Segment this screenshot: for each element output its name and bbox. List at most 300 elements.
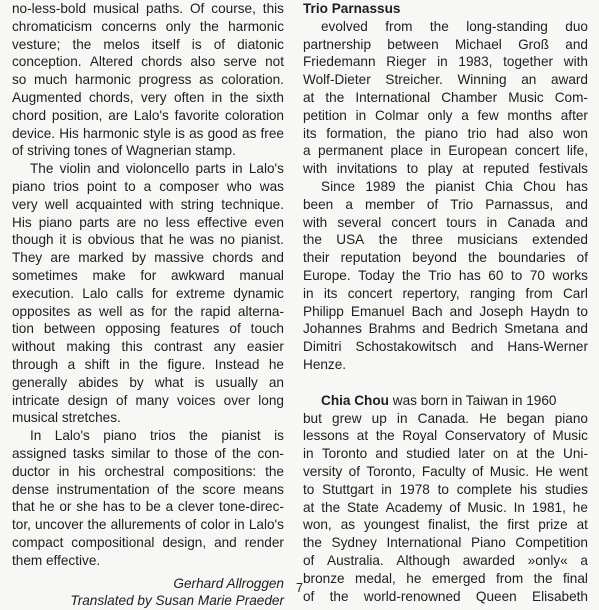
word: in: [232, 161, 243, 177]
word: of: [303, 552, 315, 568]
word: the: [303, 535, 322, 551]
word: Faculty: [421, 463, 466, 479]
word: paths.: [146, 1, 184, 16]
word: alterna-: [237, 303, 284, 319]
word: color: [200, 517, 230, 533]
word: Elisabeth: [532, 588, 588, 604]
word: his: [519, 481, 538, 497]
word: festivals: [538, 161, 588, 177]
word: he: [39, 499, 55, 515]
word: in: [211, 89, 223, 105]
word: but: [303, 410, 322, 426]
word: features: [170, 321, 220, 337]
word: for: [151, 303, 168, 319]
word: International: [355, 89, 431, 105]
word: its: [323, 285, 338, 301]
word: chords,: [88, 89, 134, 105]
word: allurements: [110, 517, 181, 533]
word: the: [378, 232, 398, 248]
word: Lalo's: [54, 428, 90, 444]
word: Carl: [562, 285, 588, 301]
word: Dimitri: [303, 339, 342, 355]
word: sometimes: [12, 267, 78, 283]
word: tasks: [72, 445, 105, 461]
word: Lalo's: [133, 107, 169, 123]
word: and: [565, 36, 588, 52]
word: of: [157, 481, 169, 497]
word: to: [129, 499, 141, 515]
word: between: [387, 36, 439, 52]
word: 70: [529, 267, 545, 283]
word: Music.: [489, 463, 530, 479]
word: are: [108, 107, 128, 123]
word: those: [174, 445, 208, 461]
word: Winning: [457, 72, 507, 88]
word: also: [528, 125, 554, 141]
word: so: [12, 72, 27, 88]
word: trio: [467, 125, 487, 141]
word: The: [30, 161, 54, 177]
word: of: [576, 250, 588, 266]
word: the: [87, 517, 107, 533]
word: Haydn: [530, 303, 570, 319]
word: harmonic: [74, 72, 131, 88]
word: that: [140, 232, 164, 248]
word: piano: [554, 410, 588, 426]
word: Augmented: [12, 89, 82, 105]
text-line: [303, 445, 588, 463]
word: good: [207, 125, 238, 141]
word: has: [458, 267, 481, 283]
word: as: [129, 303, 144, 319]
word: tone-direc-: [218, 499, 284, 515]
word: the: [329, 588, 349, 604]
word: the: [535, 446, 555, 462]
word: the: [139, 356, 159, 372]
word: only: [427, 107, 453, 123]
word: parts: [195, 161, 226, 177]
word: play: [427, 161, 453, 177]
text-line: [303, 534, 588, 552]
text-line: of striving tones of Wagnerian stamp.: [12, 143, 236, 159]
word: a: [303, 143, 311, 159]
word: tor,: [12, 517, 31, 533]
word: many: [135, 392, 169, 408]
word: instrumentation: [56, 481, 150, 497]
word: as: [340, 517, 356, 533]
word: awkward: [171, 267, 225, 283]
word: assigned: [12, 445, 67, 461]
word: are: [50, 250, 71, 266]
word: are: [116, 214, 137, 230]
word: concert: [347, 285, 393, 301]
word: what: [154, 374, 184, 390]
word: emerged: [431, 570, 486, 586]
text-line: [12, 89, 284, 107]
word: and: [214, 534, 237, 550]
word: piano: [12, 178, 46, 194]
text-line: [303, 303, 588, 321]
word: of: [214, 445, 226, 461]
text-line: [12, 178, 284, 196]
word: in: [430, 143, 441, 159]
word: obvious: [87, 232, 135, 248]
word: Europe.: [303, 267, 351, 283]
word: Instead: [214, 356, 260, 372]
word: the: [468, 250, 487, 266]
word: the: [479, 517, 499, 533]
word: Wolf-Dieter: [303, 72, 371, 88]
word: abides: [78, 374, 119, 390]
word: it: [59, 232, 67, 248]
word: won,: [303, 517, 332, 533]
text-line: [12, 516, 284, 534]
word: often: [174, 89, 205, 105]
word: awarded: [462, 552, 515, 568]
word: style: [143, 125, 172, 141]
word: Royal: [402, 428, 438, 444]
word: Queen: [475, 588, 517, 604]
word: His: [59, 125, 79, 141]
text-line: [12, 53, 284, 71]
word: who: [226, 178, 252, 194]
word: was: [189, 232, 215, 248]
word: few: [477, 107, 499, 123]
word: Michael: [454, 36, 502, 52]
word: sixth: [255, 89, 284, 105]
word: easier: [246, 339, 284, 355]
word: Johannes: [303, 321, 362, 337]
word: even: [254, 214, 284, 230]
text-line: them effective.: [12, 552, 101, 568]
word: piano: [424, 125, 459, 141]
word: formation,: [326, 125, 387, 141]
word: through: [12, 356, 59, 372]
text-line: [303, 89, 588, 107]
word: effective: [196, 214, 248, 230]
word: calls: [116, 285, 144, 301]
word: a: [67, 356, 76, 372]
word: at: [576, 517, 588, 533]
word: Canada: [507, 214, 556, 230]
word: violoncello: [125, 161, 190, 177]
word: compositions:: [173, 463, 257, 479]
word: the: [396, 125, 416, 141]
text-line: [12, 356, 284, 374]
paragraph-chia-chou: [303, 392, 588, 606]
word: studies: [544, 481, 588, 497]
word: their: [303, 250, 330, 266]
text-fragment: was born in Taiwan in 1960: [388, 392, 557, 408]
text-line: [12, 481, 284, 499]
word: Music.: [467, 499, 507, 515]
word: at: [303, 499, 315, 515]
word: much: [34, 72, 68, 88]
word: »only«: [527, 552, 568, 568]
word: device.: [12, 125, 56, 141]
word: had: [496, 125, 519, 141]
word: State: [347, 499, 379, 515]
word: or: [59, 499, 72, 515]
word: rapid: [200, 303, 231, 319]
word: Bach: [411, 303, 443, 319]
word: long-standing: [466, 18, 548, 34]
text-line: [303, 107, 588, 125]
text-line: [303, 196, 588, 214]
word: acquainted: [75, 196, 143, 212]
word: well: [44, 196, 69, 212]
text-line: [303, 36, 588, 54]
word: marked: [78, 250, 124, 266]
word: concert: [514, 143, 560, 159]
paragraph-pianist: [12, 427, 284, 569]
word: extreme: [175, 285, 226, 301]
word: diatonic: [237, 36, 284, 52]
word: well: [99, 303, 123, 319]
word: Competition: [515, 535, 588, 551]
word: the: [199, 18, 219, 34]
word: in: [396, 410, 408, 426]
word: USA: [336, 232, 365, 248]
word: progress: [138, 72, 192, 88]
word: for: [140, 267, 157, 283]
word: to: [406, 161, 419, 177]
word: of: [426, 196, 439, 212]
word: first: [507, 517, 530, 533]
word: free: [260, 125, 284, 141]
word: composer: [159, 178, 219, 194]
word: later: [458, 446, 485, 462]
word: extended: [532, 232, 588, 248]
word: ductor: [12, 463, 50, 479]
word: works: [552, 267, 588, 283]
text-line: [12, 374, 284, 392]
word: final: [562, 570, 588, 586]
word: no-less-bold: [12, 1, 87, 16]
word: no: [219, 232, 235, 248]
word: world-renowned: [363, 588, 461, 604]
word: compact: [12, 534, 64, 550]
word: generally: [12, 374, 68, 390]
word: and: [565, 214, 588, 230]
word: to: [576, 303, 588, 319]
text-line: [12, 36, 284, 54]
word: conception.: [12, 54, 82, 70]
text-line: [12, 463, 284, 481]
text-line: [303, 320, 588, 338]
text-line: [303, 516, 588, 534]
word: the: [375, 428, 395, 444]
word: Conservatory: [444, 428, 526, 444]
word: Lalo's: [248, 517, 284, 533]
word: duo: [565, 18, 588, 34]
text-line: [12, 534, 284, 552]
left-column: [12, 0, 284, 610]
word: of: [185, 517, 197, 533]
word: Chia: [484, 178, 513, 194]
text-line: [12, 214, 284, 232]
word: the: [175, 481, 195, 497]
word: no: [143, 214, 159, 230]
word: Colmar: [374, 107, 419, 123]
text-line: [12, 231, 284, 249]
word: 1983,: [458, 54, 493, 70]
word: design: [67, 392, 108, 408]
word: touch: [250, 321, 284, 337]
word: though: [12, 232, 54, 248]
word: the: [533, 570, 553, 586]
word: at: [356, 428, 369, 444]
word: 1981,: [531, 499, 566, 515]
word: the: [401, 267, 421, 283]
word: In: [30, 428, 42, 444]
word: manual: [239, 267, 284, 283]
word: finalist,: [428, 517, 471, 533]
word: similar: [111, 445, 151, 461]
word: concert: [391, 214, 436, 230]
word: Parnassus,: [485, 196, 554, 212]
word: in: [58, 463, 70, 479]
translator-credit: Translated by Susan Marie Praeder: [70, 593, 284, 609]
word: Rieger: [386, 54, 427, 70]
word: His: [12, 214, 32, 230]
text-line: [303, 249, 588, 267]
word: pianist: [221, 428, 261, 444]
text-line: [12, 320, 284, 338]
word: harmonic: [83, 125, 139, 141]
word: chords: [212, 250, 254, 266]
word: voices: [176, 392, 216, 408]
word: Smetana: [504, 321, 559, 337]
text-line: [303, 410, 588, 428]
word: at: [516, 446, 528, 462]
word: to: [437, 481, 449, 497]
word: evolved: [321, 18, 368, 34]
word: in: [437, 54, 448, 70]
word: not: [265, 54, 284, 70]
word: and: [422, 321, 445, 337]
word: Since: [321, 178, 356, 194]
word: from: [385, 18, 413, 34]
word: the: [174, 303, 194, 319]
word: trios: [53, 178, 79, 194]
word: as: [242, 125, 257, 141]
word: months: [507, 107, 552, 123]
text-line: [12, 160, 284, 178]
word: and: [375, 446, 399, 462]
word: Bedrich: [451, 321, 498, 337]
word: Altered: [89, 54, 133, 70]
word: to: [124, 178, 136, 194]
word: clever: [177, 499, 215, 515]
word: opposites: [12, 303, 71, 319]
word: together: [503, 54, 554, 70]
word: medal,: [355, 570, 396, 586]
word: Chou: [523, 178, 556, 194]
word: is: [72, 232, 82, 248]
word: figure.: [167, 356, 206, 372]
text-line: [12, 303, 284, 321]
text-line: [303, 481, 588, 499]
text-line: [303, 463, 588, 481]
word: very: [12, 196, 38, 212]
word: Canada.: [417, 410, 470, 426]
word: Of: [189, 1, 205, 16]
text-line: [12, 285, 284, 303]
word: Schostakowitsch: [355, 339, 457, 355]
text-line: [303, 178, 588, 196]
word: Joseph: [479, 303, 524, 319]
word: chord: [12, 107, 47, 123]
text-line: musical stretches.: [12, 410, 121, 426]
word: parts: [79, 214, 110, 230]
word: by: [129, 374, 144, 390]
text-line: [303, 552, 588, 570]
word: Philipp: [303, 303, 344, 319]
word: place: [390, 143, 423, 159]
word: he: [168, 232, 185, 248]
word: shift: [84, 356, 110, 372]
word: concerns: [101, 18, 157, 34]
word: itself: [151, 36, 180, 52]
text-line: [12, 267, 284, 285]
word: a: [580, 552, 588, 568]
word: and: [449, 303, 473, 319]
word: He: [479, 410, 497, 426]
word: Australia.: [327, 552, 384, 568]
word: of: [472, 463, 484, 479]
word: Music: [508, 89, 544, 105]
word: in: [234, 517, 245, 533]
word: she: [76, 499, 99, 515]
text-line: [303, 392, 588, 410]
word: and: [96, 161, 120, 177]
word: Toronto,: [366, 463, 416, 479]
word: that: [12, 499, 35, 515]
word: In: [513, 499, 525, 515]
word: He: [535, 463, 553, 479]
text-line: Henze.: [303, 356, 347, 372]
word: invitations: [336, 161, 398, 177]
text-line: [12, 445, 284, 463]
word: an: [521, 72, 537, 88]
word: long: [258, 392, 284, 408]
word: bronze: [303, 570, 345, 586]
word: Uni-: [563, 446, 588, 462]
word: a: [165, 499, 174, 515]
word: any: [213, 339, 236, 355]
paragraph-trio-repertory: [303, 178, 588, 374]
word: the: [303, 232, 322, 248]
word: between: [43, 321, 96, 337]
word: of: [533, 428, 545, 444]
word: won: [563, 125, 588, 141]
word: means: [243, 481, 284, 497]
word: is: [191, 36, 202, 52]
word: complete: [456, 481, 512, 497]
word: has: [566, 178, 588, 194]
text-line: [12, 249, 284, 267]
word: International: [386, 535, 462, 551]
word: Toronto: [321, 446, 368, 462]
word: beyond: [412, 250, 457, 266]
word: Chamber: [441, 89, 498, 105]
word: of: [348, 463, 360, 479]
word: Streicher.: [385, 72, 443, 88]
word: of: [229, 321, 241, 337]
word: Hans-Werner: [507, 339, 588, 355]
word: with: [303, 214, 328, 230]
